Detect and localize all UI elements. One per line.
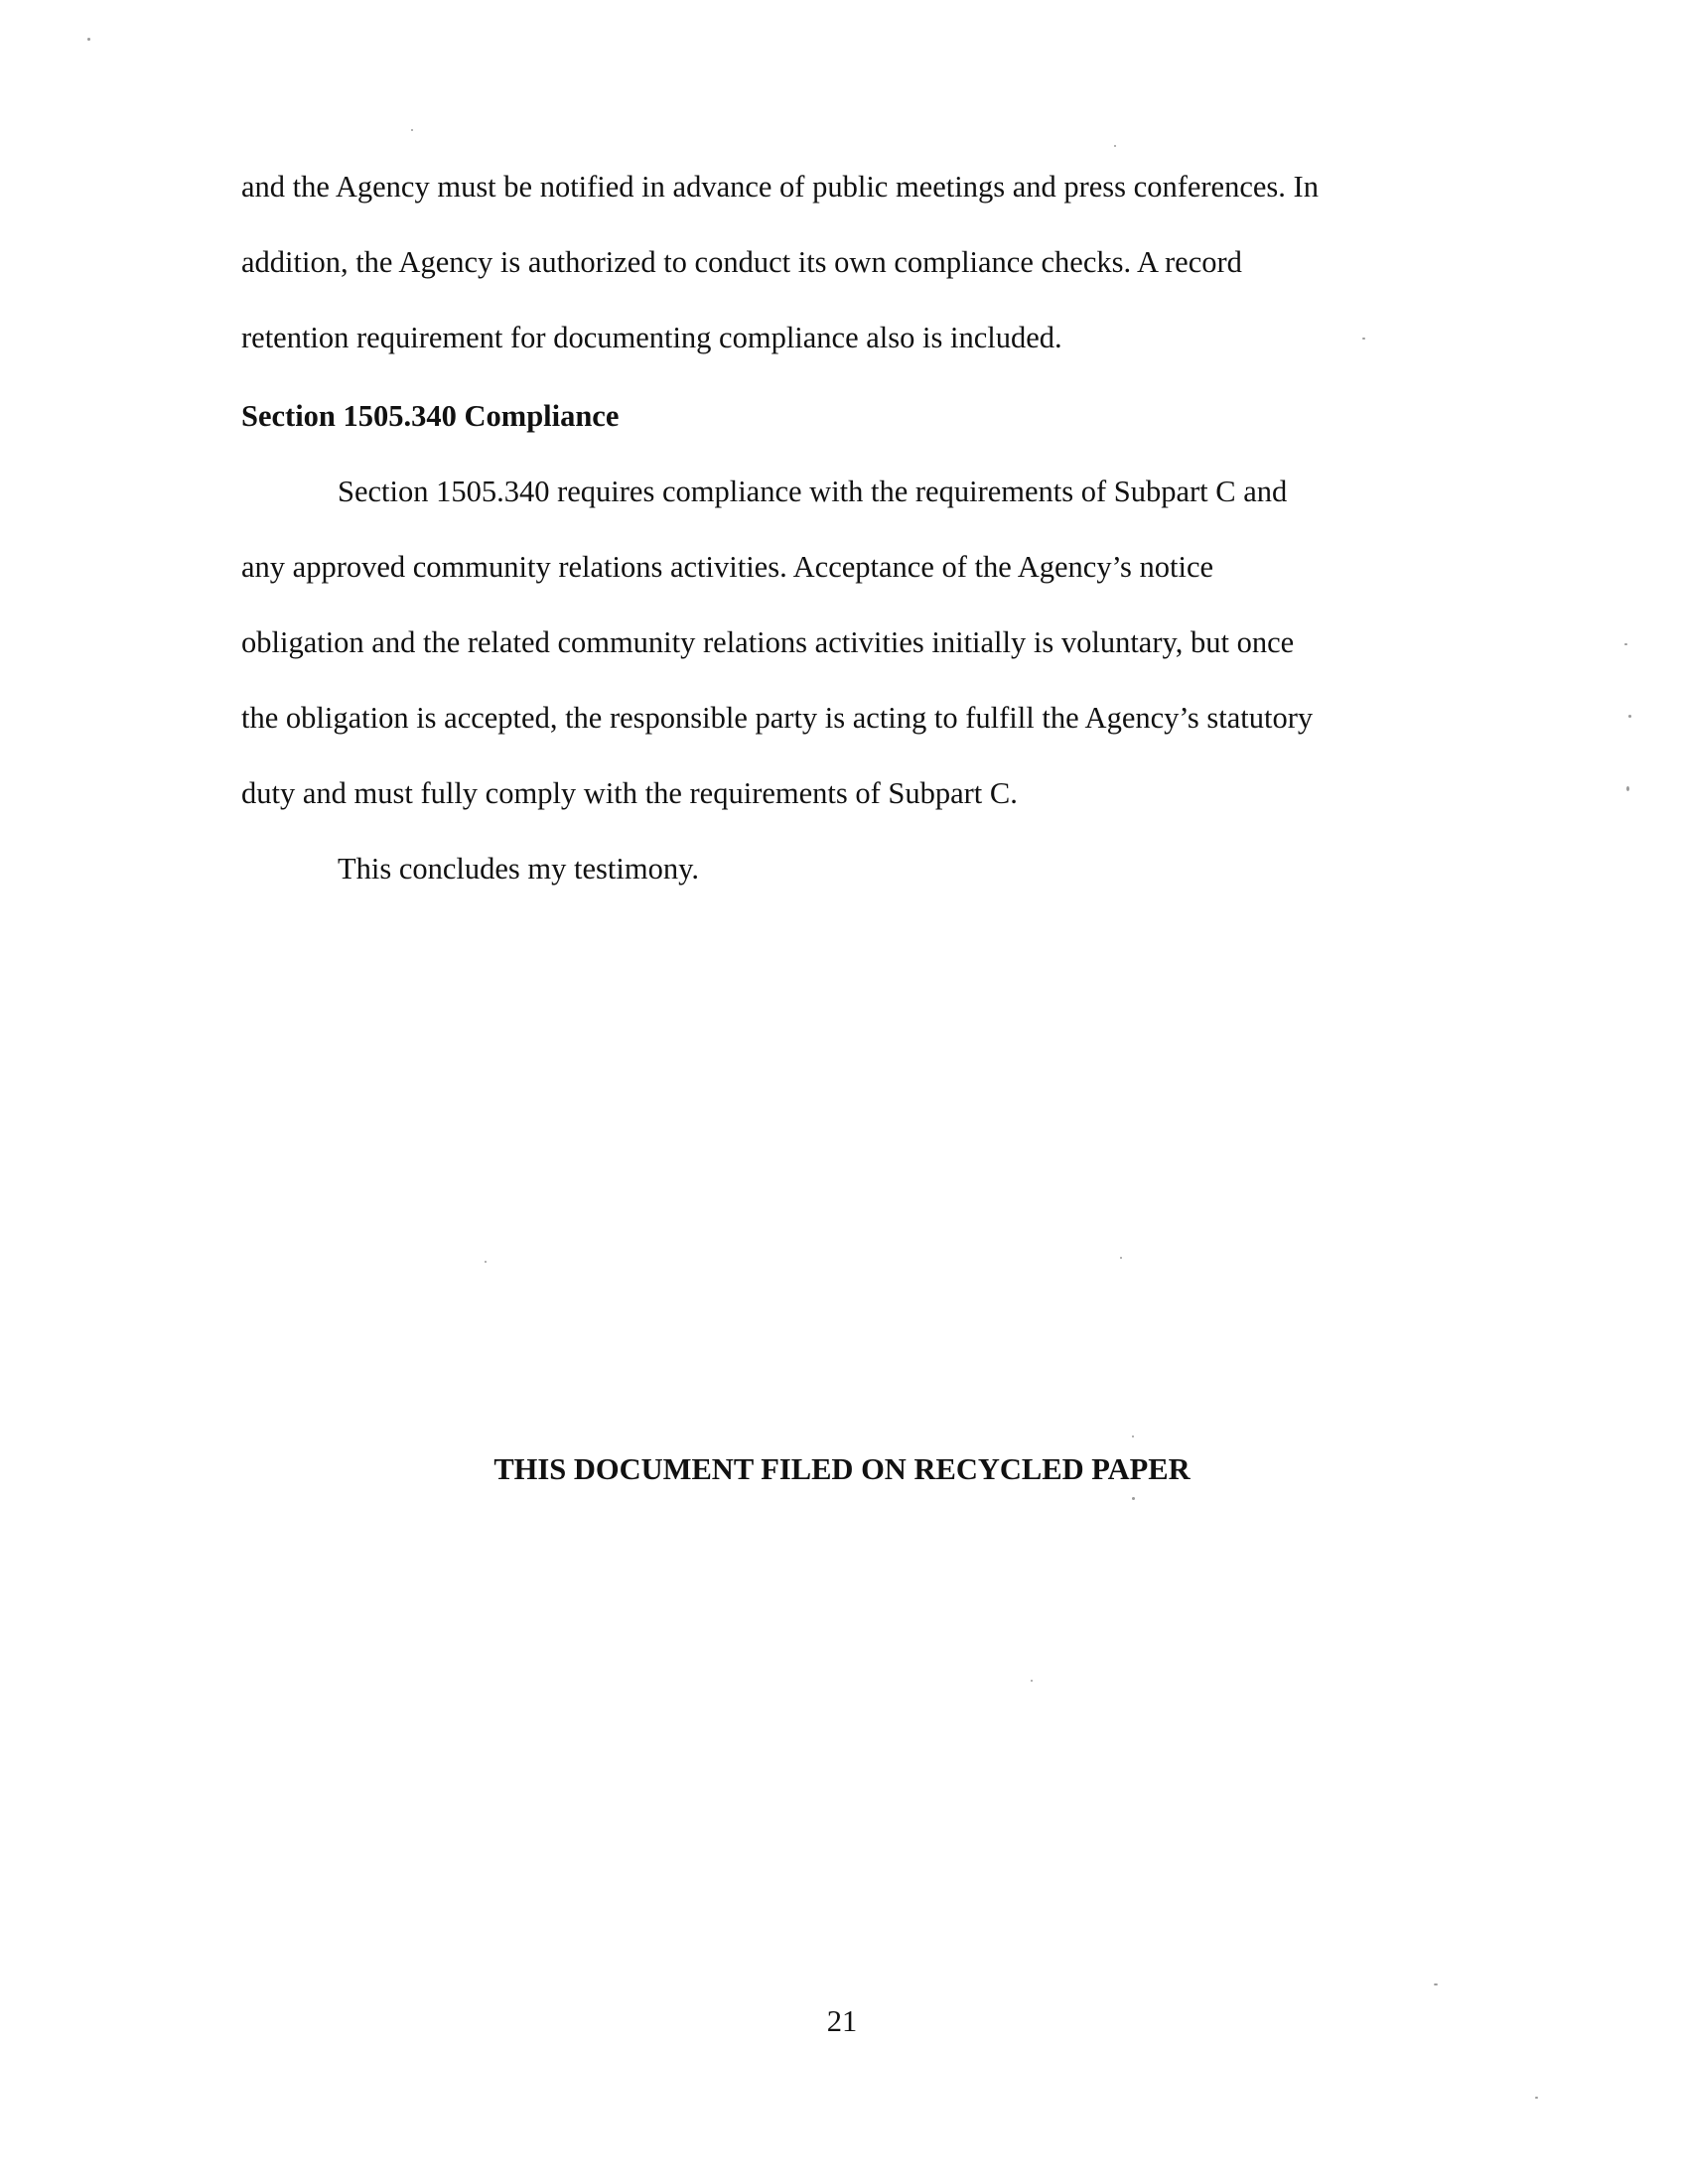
scan-speck [1132,1435,1134,1437]
page-number: 21 [826,2004,858,2038]
closing-line: This concludes my testimony. [338,852,699,886]
scan-speck [1362,338,1365,340]
scan-speck [1624,643,1627,645]
scan-speck [1626,786,1629,791]
scan-speck [1031,1680,1033,1682]
recycled-paper-notice: THIS DOCUMENT FILED ON RECYCLED PAPER [493,1452,1191,1486]
scan-speck [1120,1257,1122,1259]
paragraph-2-line-4: the obligation is accepted, the responsible party is acting to fulfill the Agency’s statutory [241,701,1314,735]
scan-speck [1628,715,1631,718]
paragraph-2-line-3: obligation and the related community relations activities initially is voluntary, but once [241,625,1295,659]
paragraph-1-line-1: and the Agency must be notified in advance of public meetings and press conferences. In [241,170,1319,204]
paragraph-1-line-2: addition, the Agency is authorized to conduct its own compliance checks. A record [241,245,1242,279]
scan-speck [411,129,413,131]
scan-speck [1535,2097,1538,2099]
scan-speck [1132,1497,1135,1500]
scan-speck [1114,145,1116,147]
paragraph-1-line-3: retention requirement for documenting compliance also is included. [241,321,1062,354]
section-heading: Section 1505.340 Compliance [241,399,620,433]
paragraph-2-line-5: duty and must fully comply with the requirements of Subpart C. [241,776,1018,810]
scan-speck [87,38,90,41]
scan-speck [1434,1983,1438,1985]
scan-speck [485,1261,487,1263]
paragraph-2-line-2: any approved community relations activities. Acceptance of the Agency’s notice [241,550,1214,584]
paragraph-2-line-1: Section 1505.340 requires compliance with the requirements of Subpart C and [338,475,1288,508]
